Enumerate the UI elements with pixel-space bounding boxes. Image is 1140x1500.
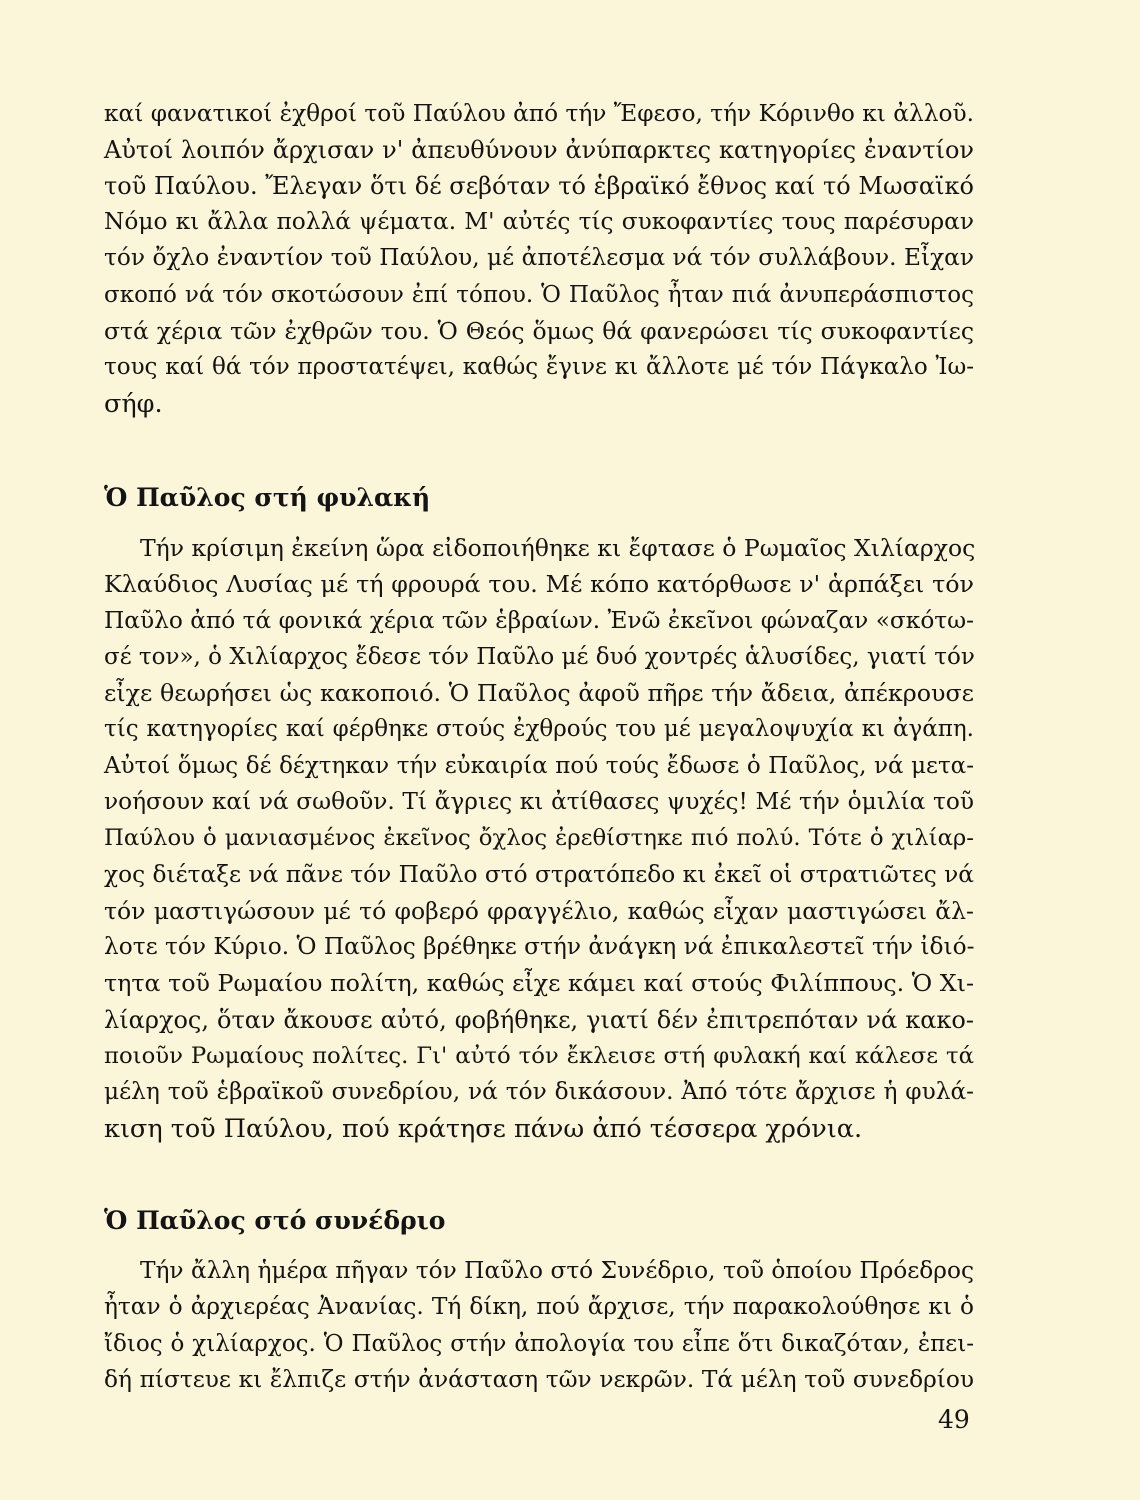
page-number: 49 bbox=[938, 1405, 970, 1434]
text-line: τητα τοῦ Ρωμαίου πολίτη, καθώς εἶχε κάμει καί στούς Φιλίππους. Ὁ Χι- bbox=[104, 969, 974, 997]
text-line: στά χέρια τῶν ἐχθρῶν του. Ὁ Θεός ὅμως θά φανερώσει τίς συκοφαντίες bbox=[104, 317, 974, 345]
text-line: τίς κατηγορίες καί φέρθηκε στούς ἐχθρούς του μέ μεγαλοψυχία κι ἀγάπη. bbox=[104, 716, 974, 742]
text-line: τους καί θά τόν προστατέψει, καθώς ἔγινε κι ἄλλοτε μέ τόν Πάγκαλο Ἰω- bbox=[104, 354, 974, 380]
text-line: Τήν κρίσιμη ἐκείνη ὥρα εἰδοποιήθηκε κι ἔφτασε ὁ Ρωμαῖος Χιλίαρχος bbox=[140, 534, 976, 562]
section-heading-council: Ὁ Παῦλος στό συνέδριο bbox=[104, 1206, 446, 1235]
text-line: λίαρχος, ὅταν ἄκουσε αὐτό, φοβήθηκε, γιατί δέν ἐπιτρεπόταν νά κακο- bbox=[104, 1006, 974, 1034]
text-line: Αὐτοί λοιπόν ἄρχισαν ν' ἀπευθύνουν ἀνύπαρκτες κατηγορίες ἐναντίον bbox=[104, 136, 974, 164]
text-line: τόν ὄχλο ἐναντίον τοῦ Παύλου, μέ ἀποτέλεσμα νά τόν συλλάβουν. Εἶχαν bbox=[104, 244, 974, 271]
text-line: ἴδιος ὁ χιλίαρχος. Ὁ Παῦλος στήν ἀπολογία του εἶπε ὅτι δικαζόταν, ἐπει- bbox=[104, 1331, 974, 1357]
text-line: Παύλου ὁ μανιασμένος ἐκεῖνος ὄχλος ἐρεθίστηκε πιό πολύ. Τότε ὁ χιλίαρ- bbox=[104, 825, 974, 851]
text-line: χος διέταξε νά πᾶνε τόν Παῦλο στό στρατόπεδο κι ἐκεῖ οἱ στρατιῶτες νά bbox=[104, 861, 974, 888]
text-line: κιση τοῦ Παύλου, πού κράτησε πάνω ἀπό τέσσερα χρόνια. bbox=[104, 1114, 863, 1144]
text-line: Αὐτοί ὅμως δέ δέχτηκαν τήν εὐκαιρία πού τούς ἔδωσε ὁ Παῦλος, νά μετα- bbox=[104, 753, 974, 779]
section-heading-prison: Ὁ Παῦλος στή φυλακή bbox=[104, 483, 431, 512]
text-line: ποιοῦν Ρωμαίους πολίτες. Γι' αὐτό τόν ἔκλεισε στή φυλακή καί κάλεσε τά bbox=[104, 1043, 974, 1069]
text-line: εἶχε θεωρήσει ὡς κακοποιό. Ὁ Παῦλος ἀφοῦ πῆρε τήν ἄδεια, ἀπέκρουσε bbox=[104, 679, 974, 707]
text-line: σκοπό νά τόν σκοτώσουν ἐπί τόπου. Ὁ Παῦλος ἦταν πιά ἀνυπεράσπιστος bbox=[104, 282, 974, 308]
text-line: τόν μαστιγώσουν μέ τό φοβερό φραγγέλιο, καθώς εἶχαν μαστιγώσει ἄλ- bbox=[104, 897, 974, 925]
text-line: μέλη τοῦ ἑβραϊκοῦ συνεδρίου, νά τόν δικάσουν. Ἀπό τότε ἄρχισε ἡ φυλά- bbox=[104, 1078, 974, 1105]
text-line: καί φανατικοί ἐχθροί τοῦ Παύλου ἀπό τήν Ἔφεσο, τήν Κόρινθο κι ἀλλοῦ. bbox=[104, 100, 974, 127]
text-line: ἦταν ὁ ἀρχιερέας Ἀνανίας. Τή δίκη, πού ἄρχισε, τήν παρακολούθησε κι ὁ bbox=[104, 1293, 974, 1320]
text-line: τοῦ Παύλου. Ἔλεγαν ὅτι δέ σεβόταν τό ἑβραϊκό ἔθνος καί τό Μωσαϊκό bbox=[104, 172, 974, 200]
text-line: σήφ. bbox=[104, 389, 163, 419]
text-line: Τήν ἄλλη ἡμέρα πῆγαν τόν Παῦλο στό Συνέδριο, τοῦ ὁποίου Πρόεδρος bbox=[140, 1257, 974, 1284]
text-line: δή πίστευε κι ἔλπιζε στήν ἀνάσταση τῶν νεκρῶν. Τά μέλη τοῦ συνεδρίου bbox=[104, 1366, 974, 1393]
text-line: Κλαύδιος Λυσίας μέ τή φρουρά του. Μέ κόπο κατόρθωσε ν' ἁρπάξει τόν bbox=[104, 570, 974, 598]
text-line: Νόμο κι ἄλλα πολλά ψέματα. Μ' αὐτές τίς συκοφαντίες τους παρέσυραν bbox=[104, 208, 974, 235]
text-line: νοήσουν καί νά σωθοῦν. Τί ἄγριες κι ἀτίθασες ψυχές! Μέ τήν ὁμιλία τοῦ bbox=[104, 788, 974, 815]
text-line: λοτε τόν Κύριο. Ὁ Παῦλος βρέθηκε στήν ἀνάγκη νά ἐπικαλεστεῖ τήν ἰδιό- bbox=[104, 933, 975, 960]
text-line: Παῦλο ἀπό τά φονικά χέρια τῶν ἑβραίων. Ἐνῶ ἐκεῖνοι φώναζαν «σκότω- bbox=[104, 607, 974, 634]
text-line: σέ τον», ὁ Χιλίαρχος ἔδεσε τόν Παῦλο μέ δυό χοντρές ἁλυσίδες, γιατί τόν bbox=[104, 644, 975, 670]
